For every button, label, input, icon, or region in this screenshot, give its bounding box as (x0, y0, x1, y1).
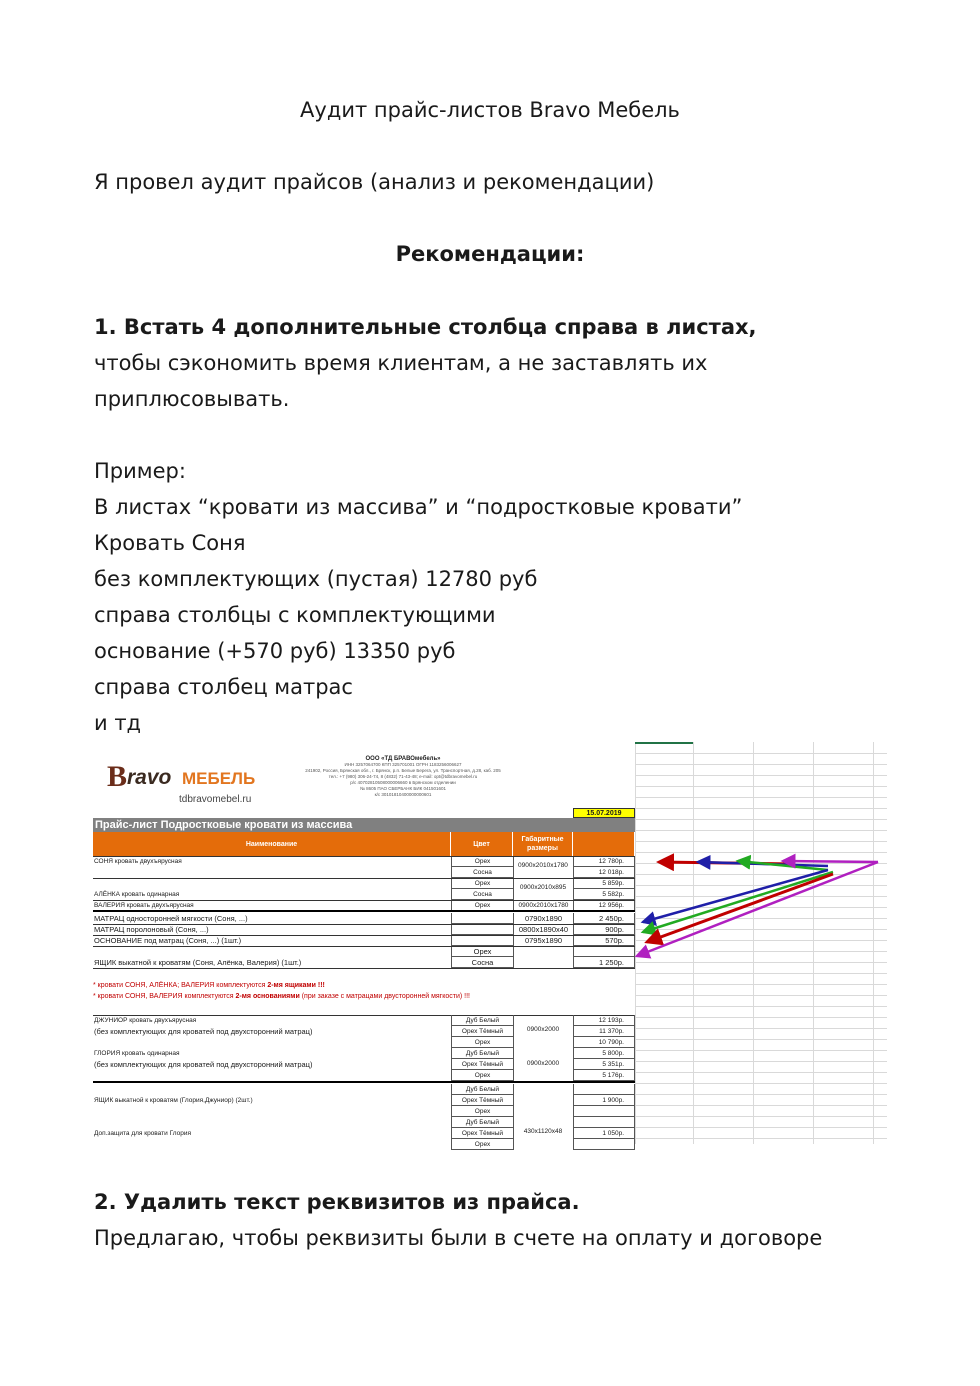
cell-color: Сосна (451, 867, 513, 878)
company-requisites: ООО «ТД БРАВОмебель» ИНН 3257064700 КПП 325701001 ОГРН 1183256006627 241902, Россия, Брянская обл., г. Брянск, р.п. Белые Берега, ул. Транспортная, д.28, каб. 205 тел.: +7 (980) 306-24-74, 8 (4832) 71-43-48; e-mail: opt@tdbravomebel.ru р/с 40702810508000006660 в Брянском отделении № 8605 ПАО СБЕРБАНК БИК 041501601 к/с 30101810400000000601 (305, 756, 501, 797)
size-gloria: 0900х2000 (526, 1060, 560, 1067)
size-protect: 430х1120х48 (523, 1128, 563, 1135)
intro-text: Я провел аудит прайсов (анализ и рекомендации) (94, 170, 655, 194)
cell-color: Орех (451, 1106, 513, 1117)
cell-name: МАТРАЦ односторонней мягкости (Соня, ...) (94, 914, 248, 923)
cell-price: 1 050р. (573, 1128, 635, 1139)
example-line: справа столбец матрас (94, 675, 353, 699)
example-line: справа столбцы с комплектующими (94, 603, 496, 627)
header-size: Габаритные размеры (513, 832, 573, 856)
cell-price: 12 193р. (573, 1015, 635, 1026)
price-date: 15.07.2019 (573, 808, 635, 818)
arrow-purple-top (783, 861, 878, 862)
cell-name: ЯЩИК выкатной к кроватям (Соня, Алёнка, Валерия) (1шт.) (94, 958, 302, 967)
size-junior: 0900х2000 (526, 1026, 560, 1033)
cell-name: ВАЛЕРИЯ кровать двухъярусная (94, 902, 194, 909)
rec1-line: приплюсовывать. (94, 387, 290, 411)
example-line: Кровать Соня (94, 531, 246, 555)
cell-color: Орех (451, 856, 513, 867)
cell-name: ДЖУНИОР кровать двухъярусная (94, 1017, 197, 1024)
arrow-green-diag (643, 872, 833, 932)
cell-color: Сосна (451, 957, 513, 968)
arrow-red-diag (647, 874, 833, 942)
rec2-heading: 2. Удалить текст реквизитов из прайса. (94, 1190, 580, 1214)
cell-name: ОСНОВАНИЕ под матрац (Соня, ...) (1шт.) (94, 936, 242, 945)
cell-color: Дуб Белый (451, 1015, 513, 1026)
annotation-arrows (93, 742, 887, 1144)
note-line: * кровати СОНЯ, АЛЁНКА; ВАЛЕРИЯ комплектуются 2-мя ящиками !!! (93, 982, 325, 989)
cell-price: 900р. (573, 924, 635, 935)
cell-size: 0800х1890х40 (513, 924, 573, 935)
note-line: * кровати СОНЯ, ВАЛЕРИЯ комплектуются 2-мя основаниями (при заказе с матрацами двусторонней мягкости) !!! (93, 993, 470, 1000)
document-title: Аудит прайс-листов Bravo Мебель (300, 98, 680, 122)
cell-color: Орех (451, 878, 513, 889)
cell-price: 12 018р. (573, 867, 635, 878)
cell-name: (без комплектующих для кроватей под двухсторонний матрац) (94, 1060, 313, 1069)
size-alenka: 0900х2010х895 (519, 884, 567, 891)
header-name: Наименование (93, 832, 451, 856)
cell-color: Дуб Белый (451, 1048, 513, 1059)
example-line: В листах “кровати из массива” и “подростковые кровати” (94, 495, 743, 519)
cell-color: Орех (451, 1139, 513, 1150)
cell-color: Дуб Белый (451, 1084, 513, 1095)
cell-color: Орех (451, 1070, 513, 1081)
cell-name: (без комплектующих для кроватей под двухсторонний матрац) (94, 1027, 313, 1036)
cell-name: АЛЁНКА кровать одинарная (94, 891, 180, 898)
cell-color: Сосна (451, 889, 513, 900)
price-list-screenshot (93, 742, 887, 1148)
cell-size: 0795х1890 (513, 935, 573, 946)
cell-name: ЯЩИК выкатной к кроватям (Глория,Джуниор) (2шт.) (94, 1097, 253, 1104)
cell-name: Доп.защита для кровати Глория (94, 1130, 191, 1137)
cell-name: СОНЯ кровать двухъярусная (94, 858, 182, 865)
example-line: и тд (94, 711, 142, 735)
price-list-title: Прайс-лист Подростковые кровати из массива (93, 818, 635, 832)
cell-price: 5 176р. (573, 1070, 635, 1081)
cell-size: 0900х2010х1780 (513, 900, 573, 911)
cell-price: 2 450р. (573, 913, 635, 924)
recommendations-heading: Рекомендации: (395, 242, 585, 266)
cell-price: 12 780р. (573, 856, 635, 867)
cell-price: 5 582р. (573, 889, 635, 900)
cell-color: Дуб Белый (451, 1117, 513, 1128)
cell-price: 1 250р. (573, 957, 635, 968)
cell-color: Орех (451, 1037, 513, 1048)
cell-price: 10 790р. (573, 1037, 635, 1048)
cell-color: Орех (451, 946, 513, 957)
cell-price: 570р. (573, 935, 635, 946)
cell-price: 11 370р. (573, 1026, 635, 1037)
example-label: Пример: (94, 459, 186, 483)
cell-price: 5 351р. (573, 1059, 635, 1070)
rec1-line: чтобы сэкономить время клиентам, а не заставлять их (94, 351, 708, 375)
bravo-logo: B ravo МЕБЕЛЬ tdbravomebel.ru (107, 760, 256, 805)
cell-color: Орех (451, 900, 513, 911)
cell-name: ГЛОРИЯ кровать одинарная (94, 1050, 180, 1057)
cell-name: МАТРАЦ поролоновый (Соня, ...) (94, 925, 209, 934)
size-sonya: 0900х2010х1780 (518, 862, 568, 869)
example-line: без комплектующих (пустая) 12780 руб (94, 567, 538, 591)
cell-price: 5 800р. (573, 1048, 635, 1059)
cell-price: 1 900р. (573, 1095, 635, 1106)
cell-price: 5 859р. (573, 878, 635, 889)
cell-price: 12 956р. (573, 900, 635, 911)
rec2-line: Предлагаю, чтобы реквизиты были в счете на оплату и договоре (94, 1226, 823, 1250)
example-line: основание (+570 руб) 13350 руб (94, 639, 456, 663)
cell-color: Орех Тёмный (451, 1026, 513, 1037)
arrow-blue-diag (643, 870, 828, 922)
cell-color: Орех Тёмный (451, 1128, 513, 1139)
cell-color: Орех Тёмный (451, 1059, 513, 1070)
cell-color: Орех Тёмный (451, 1095, 513, 1106)
rec1-heading: 1. Встать 4 дополнительные столбца справа в листах, (94, 315, 757, 339)
header-color: Цвет (451, 832, 513, 856)
arrow-purple-diag (637, 862, 878, 956)
cell-size: 0790х1890 (513, 913, 573, 924)
